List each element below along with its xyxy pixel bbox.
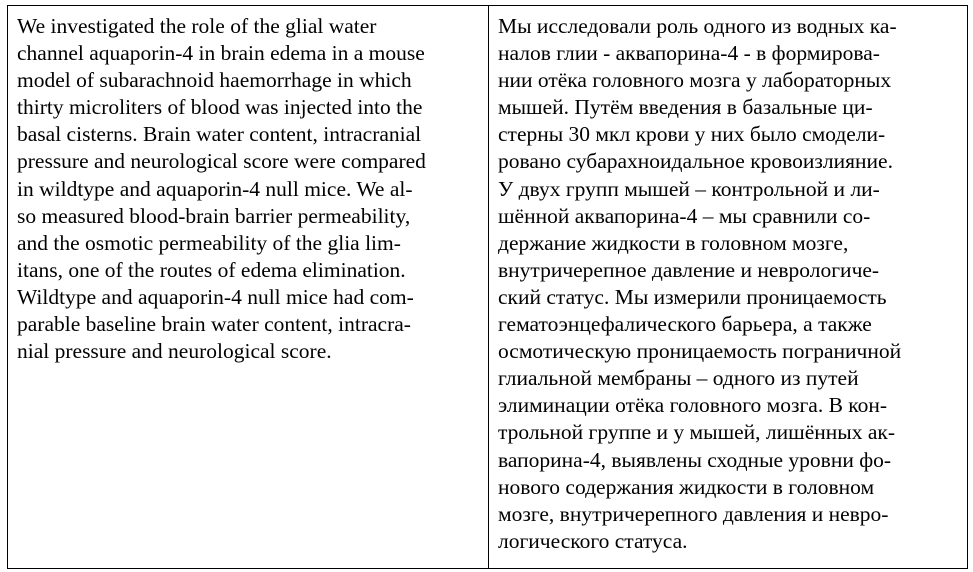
text-line: basal cisterns. Brain water content, intracranial: [17, 122, 422, 147]
text-line: Мы исследовали роль одного из водных ка-: [498, 14, 897, 38]
text-line: мозге, внутричерепного давления и невро-: [498, 501, 889, 526]
russian-text-cell: [488, 6, 967, 568]
text-line: parable baseline brain water content, intracra-: [17, 312, 411, 337]
text-line: channel aquaporin-4 in brain edema in a mouse: [17, 41, 425, 66]
text-line: model of subarachnoid haemorrhage in which: [17, 68, 412, 93]
text-line: внутричерепное давление и неврологиче-: [498, 257, 880, 282]
text-line: мышей. Путём введения в базальные ци-: [498, 95, 873, 120]
text-line: осмотическую проницаемость пограничной: [498, 339, 902, 364]
text-line: pressure and neurological score were compared: [17, 149, 426, 174]
text-line: стерны 30 мкл крови у них было смодели-: [498, 122, 886, 147]
text-line: налов глии - аквапорина-4 - в формирова-: [498, 41, 880, 66]
text-line: thirty microliters of blood was injected into the: [17, 95, 423, 120]
text-line: nial pressure and neurological score.: [17, 339, 332, 364]
text-line: нии отёка головного мозга у лабораторных: [498, 68, 892, 93]
text-line: гематоэнцефалического барьера, а также: [498, 312, 872, 337]
english-text-cell: [8, 6, 488, 568]
text-line: элиминации отёка головного мозга. В кон-: [498, 393, 888, 418]
text-line: У двух групп мышей – контрольной и ли-: [498, 176, 880, 201]
text-line: so measured blood-brain barrier permeability,: [17, 203, 411, 228]
text-line: нового содержания жидкости в головном: [498, 474, 875, 499]
text-line: вапорина-4, выявлены сходные уровни фо-: [498, 447, 892, 472]
text-line: ровано субарахноидальное кровоизлияние.: [498, 149, 893, 174]
text-line: логического статуса.: [498, 528, 688, 553]
text-line: трольной группе и у мышей, лишённых ак-: [498, 420, 895, 445]
translation-table: [7, 5, 968, 569]
text-line: шённой аквапорина-4 – мы сравнили со-: [498, 203, 871, 228]
text-line: ский статус. Мы измерили проницаемость: [498, 284, 887, 309]
text-line: and the osmotic permeability of the glia lim-: [17, 230, 401, 255]
text-line: in wildtype and aquaporin-4 null mice. We al-: [17, 176, 413, 201]
text-line: itans, one of the routes of edema elimination.: [17, 257, 406, 282]
text-line: держание жидкости в головном мозге,: [498, 230, 849, 255]
text-line: глиальной мембраны – одного из путей: [498, 366, 859, 391]
text-line: We investigated the role of the glial water: [17, 14, 377, 38]
text-line: Wildtype and aquaporin-4 null mice had com-: [17, 284, 414, 309]
